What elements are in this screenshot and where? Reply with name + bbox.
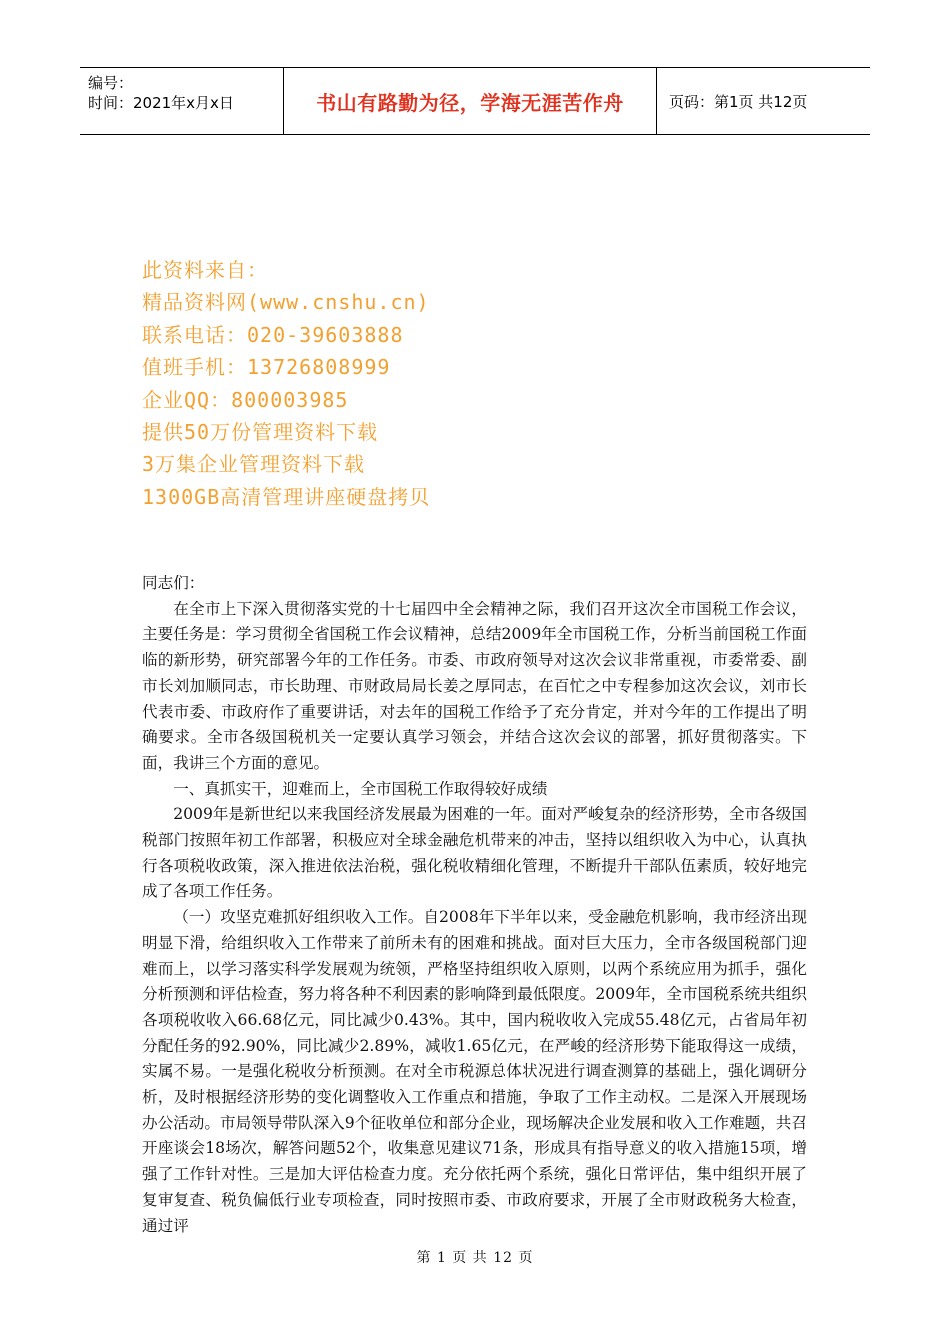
body-paragraph: 在全市上下深入贯彻落实党的十七届四中全会精神之际，我们召开这次全市国税工作会议，主要任务是：学习贯彻全省国税工作会议精神，总结2009年全市国税工作，分析当前国税工作面临的新形势，研究部署今年的工作任务。市委、市政府领导对这次会议非常重视，市委常委、副市长刘加顺同志，市长助理、市财政局局长姜之厚同志，在百忙之中专程参加这次会议，刘市长代表市委、市政府作了重要讲话，对去年的国税工作给予了充分肯定，并对今年的工作提出了明确要求。全市各级国税机关一定要认真学习领会，并结合这次会议的部署，抓好贯彻落实。下面，我讲三个方面的意见。 [142, 599, 807, 772]
page-header [80, 67, 870, 135]
promo-line: 提供50万份管理资料下载 [142, 420, 379, 445]
section-heading: 一、真抓实干，迎难而上，全市国税工作取得较好成绩 [173, 779, 548, 798]
promo-line: 3万集企业管理资料下载 [142, 452, 366, 477]
body-paragraph: （一）攻坚克难抓好组织收入工作。自2008年下半年以来，受金融危机影响，我市经济出现明显下滑，给组织收入工作带来了前所未有的困难和挑战。面对巨大压力，全市各级国税部门迎难而上，以学习落实科学发展观为统领，严格坚持组织收入原则，以两个系统应用为抓手，强化分析预测和评估检查，努力将各种不利因素的影响降到最低限度。2009年，全市国税系统共组织各项税收收入66.68亿元，同比减少0.43%。其中，国内税收收入完成55.48亿元，占省局年初分配任务的92.90%，同比减少2.89%，减收1.65亿元，在严峻的经济形势下能取得这一成绩，实属不易。一是强化税收分析预测。在对全市税源总体状况进行调查测算的基础上，强化调研分析，及时根据经济形势的变化调整收入工作重点和措施，争取了工作主动权。二是深入开展现场办公活动。市局领导带队深入9个征收单位和部分企业，现场解决企业发展和收入工作难题，共召开座谈会18场次，解答问题52个，收集意见建议71条，形成具有指导意义的收入措施15项，增强了工作针对性。三是加大评估检查力度。充分依托两个系统，强化日常评估，集中组织开展了复审复查、税负偏低行业专项检查，同时按照市委、市政府要求，开展了全市财政税务大检查，通过评 [142, 908, 807, 1235]
header-meta [80, 68, 283, 134]
promo-line: 此资料来自： [142, 258, 268, 282]
promo-block [142, 254, 430, 513]
promo-line: 1300GB高清管理讲座硬盘拷贝 [142, 484, 431, 509]
promo-line: 值班手机：13726808999 [142, 355, 391, 380]
document-date-label: 时间：2021年x月x日 [88, 94, 234, 112]
promo-line: 精品资料网(www.cnshu.cn) [142, 290, 430, 315]
document-body [142, 571, 807, 1239]
promo-line: 企业QQ：800003985 [142, 387, 349, 412]
header-page-number: 页码：第1页 共12页 [669, 92, 808, 111]
page-footer: 第 1 页 共 12 页 [416, 1250, 534, 1266]
salutation: 同志们： [142, 574, 205, 592]
promo-line: 联系电话：020-39603888 [142, 322, 404, 347]
body-paragraph: 2009年是新世纪以来我国经济发展最为困难的一年。面对严峻复杂的经济形势，全市各级国税部门按照年初工作部署，积极应对全球金融危机带来的冲击，坚持以组织收入为中心，认真执行各项税收政策，深入推进依法治税，强化税收精细化管理，不断提升干部队伍素质，较好地完成了各项工作任务。 [142, 805, 807, 901]
header-motto: 书山有路勤为径，学海无涯苦作舟 [283, 68, 657, 134]
document-number-label: 编号： [88, 74, 134, 92]
